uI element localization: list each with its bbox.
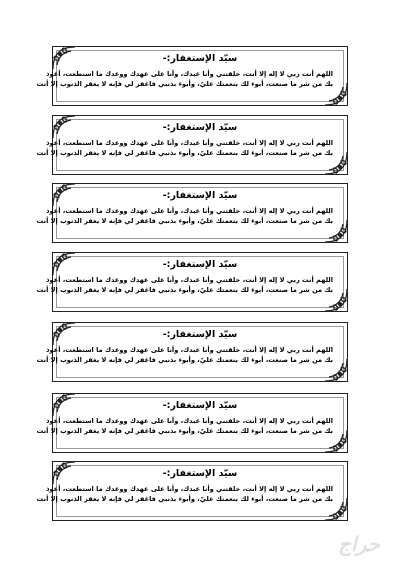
- card-title: سيّد الإستغفار:-: [162, 259, 238, 270]
- dua-line-1: اللهم أنت ربي لا إله إلا أنت، خلقتني وأنا عبدك، وأنا على عهدك ووعدك ما استطعت، أعوذ: [46, 207, 333, 215]
- card-title: سيّد الإستغفار:-: [162, 53, 238, 64]
- dua-line-2: بك من شر ما صنعت، أبوء لك بنعمتك عليّ، وأبوء بذنبي فاغفر لي فإنه لا يغفر الذنوب إلا أنت: [36, 495, 333, 503]
- dua-line-1: اللهم أنت ربي لا إله إلا أنت، خلقتني وأنا عبدك، وأنا على عهدك ووعدك ما استطعت، أعوذ: [46, 139, 333, 147]
- dua-line-1: اللهم أنت ربي لا إله إلا أنت، خلقتني وأنا عبدك، وأنا على عهدك ووعدك ما استطعت، أعوذ: [46, 485, 333, 493]
- dua-card: [36, 46, 348, 106]
- dua-line-2: بك من شر ما صنعت، أبوء لك بنعمتك عليّ، وأبوء بذنبي فاغفر لي فإنه لا يغفر الذنوب إلا أنت: [36, 356, 333, 364]
- dua-card: [36, 393, 348, 453]
- dua-line-1: اللهم أنت ربي لا إله إلا أنت، خلقتني وأنا عبدك، وأنا على عهدك ووعدك ما استطعت، أعوذ: [46, 346, 333, 354]
- dua-card: [36, 461, 348, 521]
- dua-line-1: اللهم أنت ربي لا إله إلا أنت، خلقتني وأنا عبدك، وأنا على عهدك ووعدك ما استطعت، أعوذ: [46, 417, 333, 425]
- card-title: سيّد الإستغفار:-: [162, 400, 238, 411]
- dua-line-1: اللهم أنت ربي لا إله إلا أنت، خلقتني وأنا عبدك، وأنا على عهدك ووعدك ما استطعت، أعوذ: [46, 276, 333, 284]
- dua-card: [36, 183, 348, 243]
- dua-line-2: بك من شر ما صنعت، أبوء لك بنعمتك عليّ، وأبوء بذنبي فاغفر لي فإنه لا يغفر الذنوب إلا أنت: [36, 217, 333, 225]
- dua-line-2: بك من شر ما صنعت، أبوء لك بنعمتك عليّ، وأبوء بذنبي فاغفر لي فإنه لا يغفر الذنوب إلا أنت: [36, 80, 333, 88]
- card-title: سيّد الإستغفار:-: [162, 329, 238, 340]
- dua-card: [36, 322, 348, 382]
- watermark-logo: حراج: [338, 532, 380, 556]
- dua-line-2: بك من شر ما صنعت، أبوء لك بنعمتك عليّ، وأبوء بذنبي فاغفر لي فإنه لا يغفر الذنوب إلا أنت: [36, 149, 333, 157]
- dua-line-2: بك من شر ما صنعت، أبوء لك بنعمتك عليّ، وأبوء بذنبي فاغفر لي فإنه لا يغفر الذنوب إلا أنت: [36, 427, 333, 435]
- card-title: سيّد الإستغفار:-: [162, 190, 238, 201]
- dua-line-1: اللهم أنت ربي لا إله إلا أنت، خلقتني وأنا عبدك، وأنا على عهدك ووعدك ما استطعت، أعوذ: [46, 70, 333, 78]
- dua-line-2: بك من شر ما صنعت، أبوء لك بنعمتك عليّ، وأبوء بذنبي فاغفر لي فإنه لا يغفر الذنوب إلا أنت: [36, 286, 333, 294]
- dua-card: [36, 252, 348, 312]
- card-title: سيّد الإستغفار:-: [162, 468, 238, 479]
- card-title: سيّد الإستغفار:-: [162, 122, 238, 133]
- dua-card: [36, 115, 348, 175]
